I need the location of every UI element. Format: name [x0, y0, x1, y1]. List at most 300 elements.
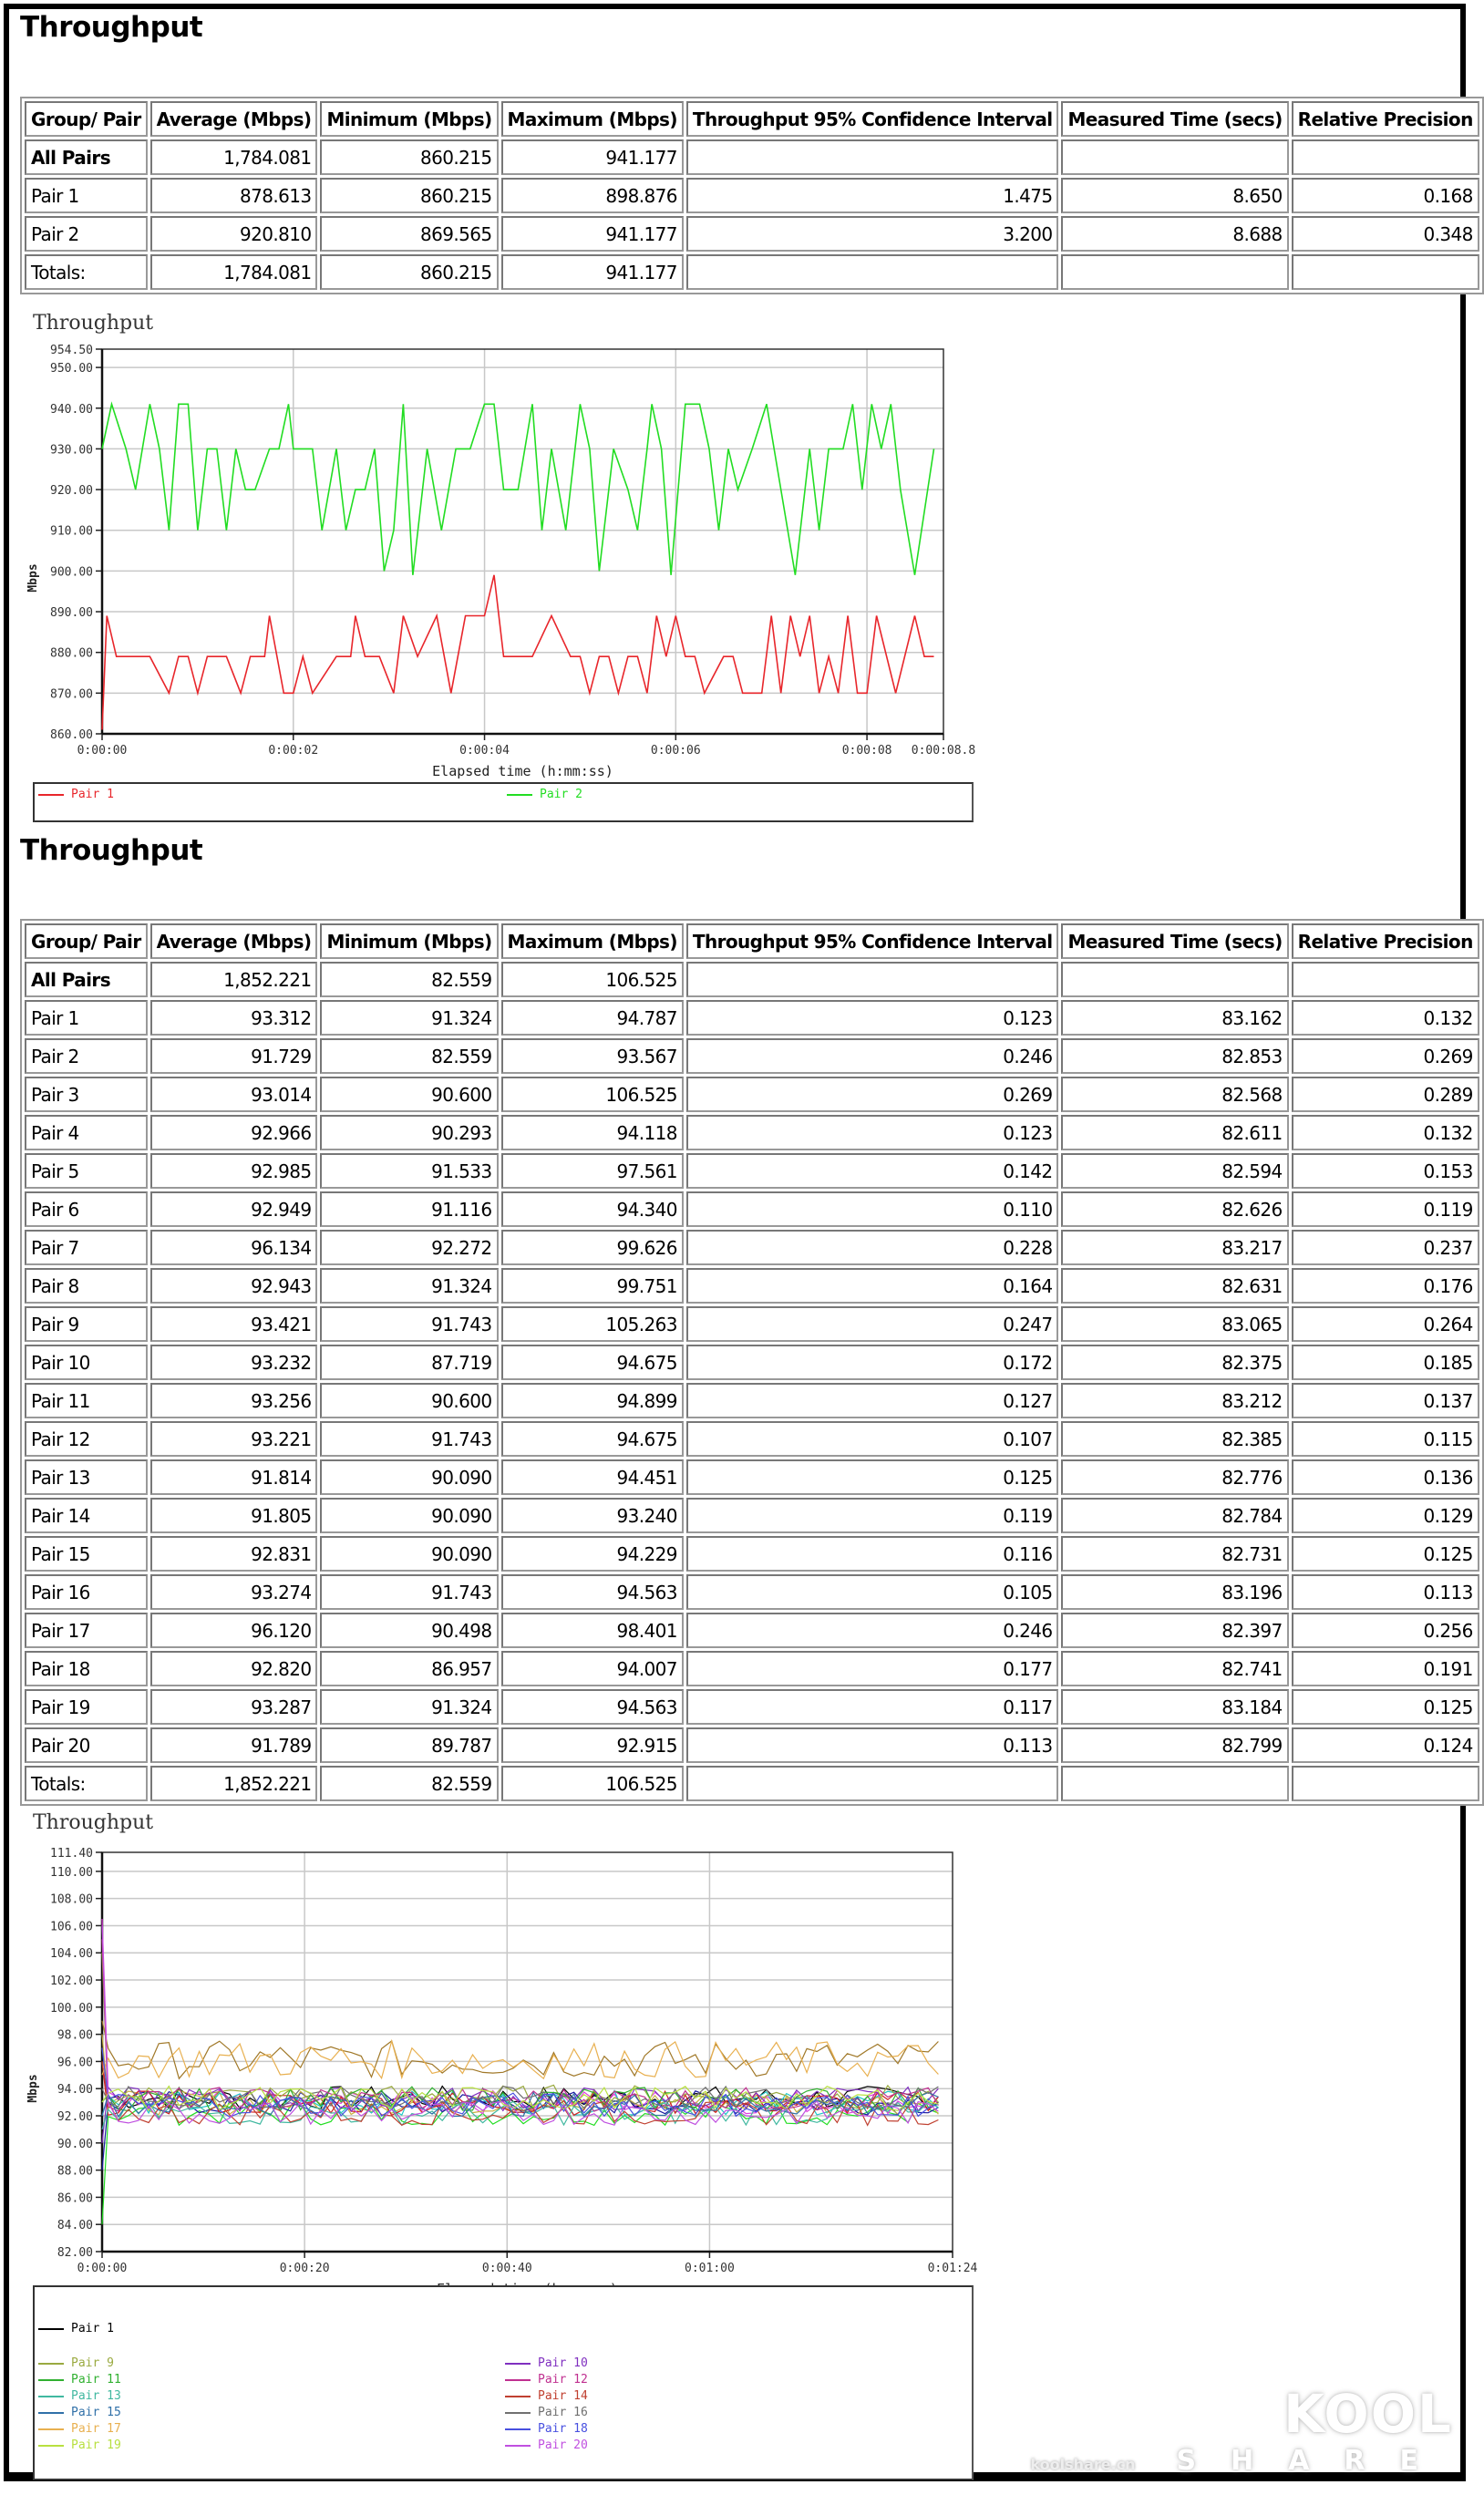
cell-value: 82.784: [1061, 1498, 1288, 1533]
row-label: Pair 5: [25, 1153, 148, 1189]
cell-value: 96.120: [150, 1613, 318, 1648]
cell-value: 91.533: [320, 1153, 498, 1189]
cell-value: 91.324: [320, 1689, 498, 1725]
cell-value: 0.132: [1292, 1115, 1479, 1150]
cell-value: 82.594: [1061, 1153, 1288, 1189]
x-tick-label: 0:00:20: [279, 2262, 330, 2275]
table-row: [25, 216, 1479, 252]
cell-value: 0.132: [1292, 1000, 1479, 1036]
column-header: Throughput 95% Confidence Interval: [686, 101, 1059, 137]
series-line: [102, 1919, 938, 2114]
cell-value: [1061, 962, 1288, 997]
column-header: Maximum (Mbps): [501, 923, 684, 959]
row-label: Pair 9: [25, 1306, 148, 1342]
cell-value: 0.164: [686, 1268, 1059, 1304]
cell-value: 0.107: [686, 1421, 1059, 1457]
cell-value: 89.787: [320, 1727, 498, 1763]
chart-legend: [33, 782, 974, 822]
cell-value: 94.118: [501, 1115, 684, 1150]
koolshare-watermark: [1030, 2383, 1453, 2477]
cell-value: 0.117: [686, 1689, 1059, 1725]
cell-value: 941.177: [501, 254, 684, 290]
table-row: [25, 1000, 1479, 1036]
cell-value: 0.124: [1292, 1727, 1479, 1763]
cell-value: [1061, 1766, 1288, 1801]
table-row: [25, 1077, 1479, 1112]
series-line: [102, 2041, 938, 2078]
cell-value: 92.820: [150, 1651, 318, 1686]
legend-label: Pair 19: [71, 2438, 121, 2452]
cell-value: 920.810: [150, 216, 318, 252]
row-label: Pair 13: [25, 1459, 148, 1495]
cell-value: 94.340: [501, 1191, 684, 1227]
cell-value: 91.324: [320, 1000, 498, 1036]
y-tick-label: 98.00: [57, 2028, 93, 2043]
x-tick-label: 0:00:08.8: [911, 744, 976, 758]
cell-value: 0.168: [1292, 178, 1479, 213]
cell-value: 8.650: [1061, 178, 1288, 213]
x-tick-label: 0:00:04: [459, 744, 510, 758]
row-label: Pair 14: [25, 1498, 148, 1533]
cell-value: 0.113: [1292, 1574, 1479, 1610]
legend-item-pair-1: [38, 788, 114, 801]
legend-label: Pair 18: [538, 2422, 588, 2436]
column-header: Measured Time (secs): [1061, 101, 1288, 137]
table-row: [25, 1268, 1479, 1304]
cell-value: [1292, 139, 1479, 175]
y-tick-label: 111.40: [50, 1847, 93, 1861]
table-row: [25, 1613, 1479, 1648]
cell-value: 0.269: [686, 1077, 1059, 1112]
legend-label: Pair 16: [538, 2406, 588, 2419]
y-tick-label: 880.00: [50, 646, 93, 661]
row-label: Pair 2: [25, 216, 148, 252]
cell-value: 82.375: [1061, 1345, 1288, 1380]
cell-value: 99.751: [501, 1268, 684, 1304]
column-header: Group/ Pair: [25, 923, 148, 959]
cell-value: 91.743: [320, 1421, 498, 1457]
cell-value: 92.272: [320, 1230, 498, 1265]
watermark-site: koolshare.cn: [1030, 2456, 1136, 2473]
cell-value: 0.119: [686, 1498, 1059, 1533]
cell-value: 94.899: [501, 1383, 684, 1418]
cell-value: 93.014: [150, 1077, 318, 1112]
x-tick-label: 0:00:06: [650, 744, 701, 758]
cell-value: 94.675: [501, 1345, 684, 1380]
y-axis-label: Mbps: [26, 2074, 40, 2103]
chart-plot: [0, 1809, 1003, 2284]
table-row: [25, 1038, 1479, 1074]
table-header-row: [25, 923, 1479, 959]
cell-value: 83.162: [1061, 1000, 1288, 1036]
cell-value: 105.263: [501, 1306, 684, 1342]
table-row: [25, 1459, 1479, 1495]
legend-label: Pair 12: [538, 2373, 588, 2387]
cell-value: 0.237: [1292, 1230, 1479, 1265]
column-header: Minimum (Mbps): [320, 101, 498, 137]
cell-value: 93.240: [501, 1498, 684, 1533]
watermark-sub: SHARE: [1176, 2445, 1453, 2477]
cell-value: 93.232: [150, 1345, 318, 1380]
y-tick-label: 106.00: [50, 1920, 93, 1934]
table-row: [25, 1536, 1479, 1572]
section-title-1: Throughput: [20, 11, 203, 44]
cell-value: 91.814: [150, 1459, 318, 1495]
cell-value: 90.600: [320, 1383, 498, 1418]
cell-value: 82.731: [1061, 1536, 1288, 1572]
cell-value: 92.966: [150, 1115, 318, 1150]
cell-value: [1292, 254, 1479, 290]
column-header: Minimum (Mbps): [320, 923, 498, 959]
table-row: [25, 1306, 1479, 1342]
table-row: [25, 1574, 1479, 1610]
chart-plot: [0, 310, 1003, 784]
legend-swatch: [38, 2412, 64, 2414]
cell-value: 106.525: [501, 1077, 684, 1112]
row-label: Pair 19: [25, 1689, 148, 1725]
legend-item: [38, 2406, 121, 2419]
cell-value: 0.123: [686, 1115, 1059, 1150]
legend-item: [38, 2438, 121, 2452]
cell-value: 106.525: [501, 962, 684, 997]
throughput-chart-1: [0, 310, 1003, 830]
cell-value: 1,852.221: [150, 1766, 318, 1801]
row-label: Pair 1: [25, 1000, 148, 1036]
cell-value: 82.559: [320, 1766, 498, 1801]
cell-value: 0.185: [1292, 1345, 1479, 1380]
cell-value: [1292, 962, 1479, 997]
legend-swatch: [507, 794, 532, 796]
column-header: Average (Mbps): [150, 923, 318, 959]
cell-value: 97.561: [501, 1153, 684, 1189]
cell-value: 90.090: [320, 1536, 498, 1572]
y-tick-label: 890.00: [50, 606, 93, 621]
legend-label: Pair 1: [71, 2322, 114, 2335]
cell-value: 0.228: [686, 1230, 1059, 1265]
column-header: Relative Precision: [1292, 923, 1479, 959]
cell-value: 96.134: [150, 1230, 318, 1265]
cell-value: 0.256: [1292, 1613, 1479, 1648]
legend-item: [38, 2389, 121, 2403]
series-line: [102, 1939, 938, 2109]
table-row: [25, 1115, 1479, 1150]
table-row: [25, 1727, 1479, 1763]
x-tick-label: 0:00:00: [77, 744, 128, 758]
column-header: Maximum (Mbps): [501, 101, 684, 137]
cell-value: 0.348: [1292, 216, 1479, 252]
cell-value: 93.221: [150, 1421, 318, 1457]
cell-value: 1.475: [686, 178, 1059, 213]
y-tick-label: 900.00: [50, 565, 93, 580]
legend-label: Pair 13: [71, 2389, 121, 2403]
y-tick-label: 954.50: [50, 344, 93, 357]
cell-value: 92.943: [150, 1268, 318, 1304]
cell-value: 0.246: [686, 1613, 1059, 1648]
row-label: Pair 1: [25, 178, 148, 213]
row-label: Pair 2: [25, 1038, 148, 1074]
legend-label: Pair 9: [71, 2356, 114, 2370]
y-tick-label: 88.00: [57, 2164, 93, 2179]
y-tick-label: 940.00: [50, 402, 93, 417]
row-label: Pair 3: [25, 1077, 148, 1112]
cell-value: 93.287: [150, 1689, 318, 1725]
legend-swatch: [38, 2379, 64, 2381]
cell-value: [686, 962, 1059, 997]
cell-value: 0.125: [1292, 1689, 1479, 1725]
row-label: Pair 16: [25, 1574, 148, 1610]
chart-title: Throughput: [33, 312, 154, 335]
table-row: [25, 1153, 1479, 1189]
series-line: [102, 1939, 938, 2111]
cell-value: [1061, 254, 1288, 290]
series-line: [102, 2021, 938, 2079]
cell-value: 0.110: [686, 1191, 1059, 1227]
row-label: Totals:: [25, 1766, 148, 1801]
legend-label: Pair 14: [538, 2389, 588, 2403]
cell-value: 941.177: [501, 216, 684, 252]
y-tick-label: 110.00: [50, 1865, 93, 1880]
cell-value: 82.626: [1061, 1191, 1288, 1227]
legend-item: [505, 2373, 588, 2387]
table-row: [25, 962, 1479, 997]
cell-value: 82.776: [1061, 1459, 1288, 1495]
cell-value: 0.115: [1292, 1421, 1479, 1457]
row-label: Pair 8: [25, 1268, 148, 1304]
table-row: [25, 1689, 1479, 1725]
cell-value: 90.293: [320, 1115, 498, 1150]
y-axis-label: Mbps: [26, 563, 40, 593]
cell-value: 93.256: [150, 1383, 318, 1418]
table-row: [25, 1498, 1479, 1533]
cell-value: 91.789: [150, 1727, 318, 1763]
cell-value: 83.196: [1061, 1574, 1288, 1610]
cell-value: 94.451: [501, 1459, 684, 1495]
table-row: [25, 1191, 1479, 1227]
y-tick-label: 910.00: [50, 524, 93, 539]
legend-item: [38, 2322, 114, 2335]
legend-swatch: [38, 2445, 64, 2447]
table-row: [25, 139, 1479, 175]
legend-label: Pair 11: [71, 2373, 121, 2387]
y-tick-label: 86.00: [57, 2191, 93, 2206]
y-tick-label: 930.00: [50, 443, 93, 458]
cell-value: 90.600: [320, 1077, 498, 1112]
cell-value: 0.269: [1292, 1038, 1479, 1074]
legend-item-pair-2: [507, 788, 582, 801]
row-label: Pair 10: [25, 1345, 148, 1380]
cell-value: 86.957: [320, 1651, 498, 1686]
y-tick-label: 94.00: [57, 2083, 93, 2098]
cell-value: 91.116: [320, 1191, 498, 1227]
legend-item: [38, 2373, 121, 2387]
cell-value: 878.613: [150, 178, 318, 213]
cell-value: 860.215: [320, 254, 498, 290]
cell-value: 83.212: [1061, 1383, 1288, 1418]
cell-value: 93.274: [150, 1574, 318, 1610]
row-label: Pair 12: [25, 1421, 148, 1457]
legend-swatch: [505, 2379, 531, 2381]
cell-value: 898.876: [501, 178, 684, 213]
legend-item: [505, 2389, 588, 2403]
cell-value: 99.626: [501, 1230, 684, 1265]
y-tick-label: 96.00: [57, 2056, 93, 2070]
cell-value: 92.985: [150, 1153, 318, 1189]
cell-value: 0.113: [686, 1727, 1059, 1763]
cell-value: [1061, 139, 1288, 175]
cell-value: 0.125: [1292, 1536, 1479, 1572]
cell-value: 92.915: [501, 1727, 684, 1763]
cell-value: 0.137: [1292, 1383, 1479, 1418]
cell-value: 106.525: [501, 1766, 684, 1801]
row-label: Pair 11: [25, 1383, 148, 1418]
cell-value: 92.949: [150, 1191, 318, 1227]
cell-value: 94.675: [501, 1421, 684, 1457]
row-label: Pair 7: [25, 1230, 148, 1265]
legend-label: Pair 20: [538, 2438, 588, 2452]
cell-value: 0.105: [686, 1574, 1059, 1610]
cell-value: 90.090: [320, 1498, 498, 1533]
cell-value: 0.153: [1292, 1153, 1479, 1189]
cell-value: 82.385: [1061, 1421, 1288, 1457]
legend-swatch: [505, 2412, 531, 2414]
y-tick-label: 102.00: [50, 1974, 93, 1989]
table-row: [25, 1421, 1479, 1457]
table-row: [25, 1766, 1479, 1801]
row-label: Pair 4: [25, 1115, 148, 1150]
cell-value: 0.123: [686, 1000, 1059, 1036]
cell-value: 82.853: [1061, 1038, 1288, 1074]
row-label: All Pairs: [25, 962, 148, 997]
throughput-table-1: [20, 97, 1484, 294]
column-header: Measured Time (secs): [1061, 923, 1288, 959]
y-tick-label: 100.00: [50, 2001, 93, 2016]
watermark-brand: KOOL: [1283, 2383, 1453, 2445]
legend-label: Pair 17: [71, 2422, 121, 2436]
cell-value: 82.799: [1061, 1727, 1288, 1763]
cell-value: 94.787: [501, 1000, 684, 1036]
cell-value: 83.184: [1061, 1689, 1288, 1725]
cell-value: 82.559: [320, 962, 498, 997]
legend-swatch: [505, 2363, 531, 2365]
cell-value: 82.611: [1061, 1115, 1288, 1150]
cell-value: 93.421: [150, 1306, 318, 1342]
column-header: Relative Precision: [1292, 101, 1479, 137]
cell-value: 90.090: [320, 1459, 498, 1495]
cell-value: 1,784.081: [150, 139, 318, 175]
cell-value: 0.127: [686, 1383, 1059, 1418]
cell-value: 0.119: [1292, 1191, 1479, 1227]
cell-value: 860.215: [320, 178, 498, 213]
row-label: Totals:: [25, 254, 148, 290]
x-tick-label: 0:00:08: [841, 744, 892, 758]
legend-swatch: [505, 2445, 531, 2447]
cell-value: 94.563: [501, 1689, 684, 1725]
cell-value: 92.831: [150, 1536, 318, 1572]
x-tick-label: 0:01:00: [685, 2262, 735, 2275]
cell-value: 0.129: [1292, 1498, 1479, 1533]
y-tick-label: 90.00: [57, 2137, 93, 2151]
cell-value: 869.565: [320, 216, 498, 252]
legend-item: [38, 2422, 121, 2436]
cell-value: 0.247: [686, 1306, 1059, 1342]
row-label: All Pairs: [25, 139, 148, 175]
legend-swatch: [505, 2396, 531, 2397]
table-row: [25, 1230, 1479, 1265]
legend-label: Pair 1: [71, 788, 114, 801]
table-header-row: [25, 101, 1479, 137]
cell-value: 93.312: [150, 1000, 318, 1036]
cell-value: 91.743: [320, 1574, 498, 1610]
cell-value: 0.177: [686, 1651, 1059, 1686]
table-row: [25, 1345, 1479, 1380]
cell-value: 3.200: [686, 216, 1059, 252]
legend-item: [505, 2422, 588, 2436]
cell-value: 83.065: [1061, 1306, 1288, 1342]
cell-value: 941.177: [501, 139, 684, 175]
legend-item: [505, 2438, 588, 2452]
x-tick-label: 0:00:00: [77, 2262, 128, 2275]
row-label: Pair 6: [25, 1191, 148, 1227]
cell-value: 91.324: [320, 1268, 498, 1304]
cell-value: 0.264: [1292, 1306, 1479, 1342]
table-row: [25, 254, 1479, 290]
cell-value: 90.498: [320, 1613, 498, 1648]
row-label: Pair 20: [25, 1727, 148, 1763]
column-header: Group/ Pair: [25, 101, 148, 137]
legend-label: Pair 10: [538, 2356, 588, 2370]
cell-value: 0.125: [686, 1459, 1059, 1495]
column-header: Throughput 95% Confidence Interval: [686, 923, 1059, 959]
series-line: [102, 1953, 938, 2108]
legend-label: Pair 2: [540, 788, 582, 801]
throughput-table-2: [20, 919, 1484, 1806]
table-row: [25, 1651, 1479, 1686]
cell-value: 82.741: [1061, 1651, 1288, 1686]
cell-value: 0.116: [686, 1536, 1059, 1572]
y-tick-label: 920.00: [50, 484, 93, 499]
x-axis-label: Elapsed time (h:mm:ss): [432, 763, 613, 779]
legend-label: Pair 15: [71, 2406, 121, 2419]
cell-value: 82.568: [1061, 1077, 1288, 1112]
cell-value: 83.217: [1061, 1230, 1288, 1265]
legend-item: [38, 2356, 114, 2370]
legend-item: [505, 2406, 588, 2419]
cell-value: 94.007: [501, 1651, 684, 1686]
cell-value: [1292, 1766, 1479, 1801]
cell-value: 82.397: [1061, 1613, 1288, 1648]
y-tick-label: 870.00: [50, 687, 93, 702]
y-tick-label: 92.00: [57, 2110, 93, 2125]
cell-value: 82.631: [1061, 1268, 1288, 1304]
legend-swatch: [38, 2428, 64, 2430]
cell-value: 0.172: [686, 1345, 1059, 1380]
cell-value: 1,852.221: [150, 962, 318, 997]
cell-value: [686, 1766, 1059, 1801]
chart-title: Throughput: [33, 1811, 154, 1834]
cell-value: 0.191: [1292, 1651, 1479, 1686]
cell-value: 98.401: [501, 1613, 684, 1648]
cell-value: 0.289: [1292, 1077, 1479, 1112]
legend-swatch: [505, 2428, 531, 2430]
chart-legend: [33, 2285, 974, 2480]
y-tick-label: 950.00: [50, 362, 93, 376]
row-label: Pair 15: [25, 1536, 148, 1572]
row-label: Pair 18: [25, 1651, 148, 1686]
y-tick-label: 82.00: [57, 2246, 93, 2260]
cell-value: 94.563: [501, 1574, 684, 1610]
cell-value: 0.246: [686, 1038, 1059, 1074]
cell-value: 82.559: [320, 1038, 498, 1074]
